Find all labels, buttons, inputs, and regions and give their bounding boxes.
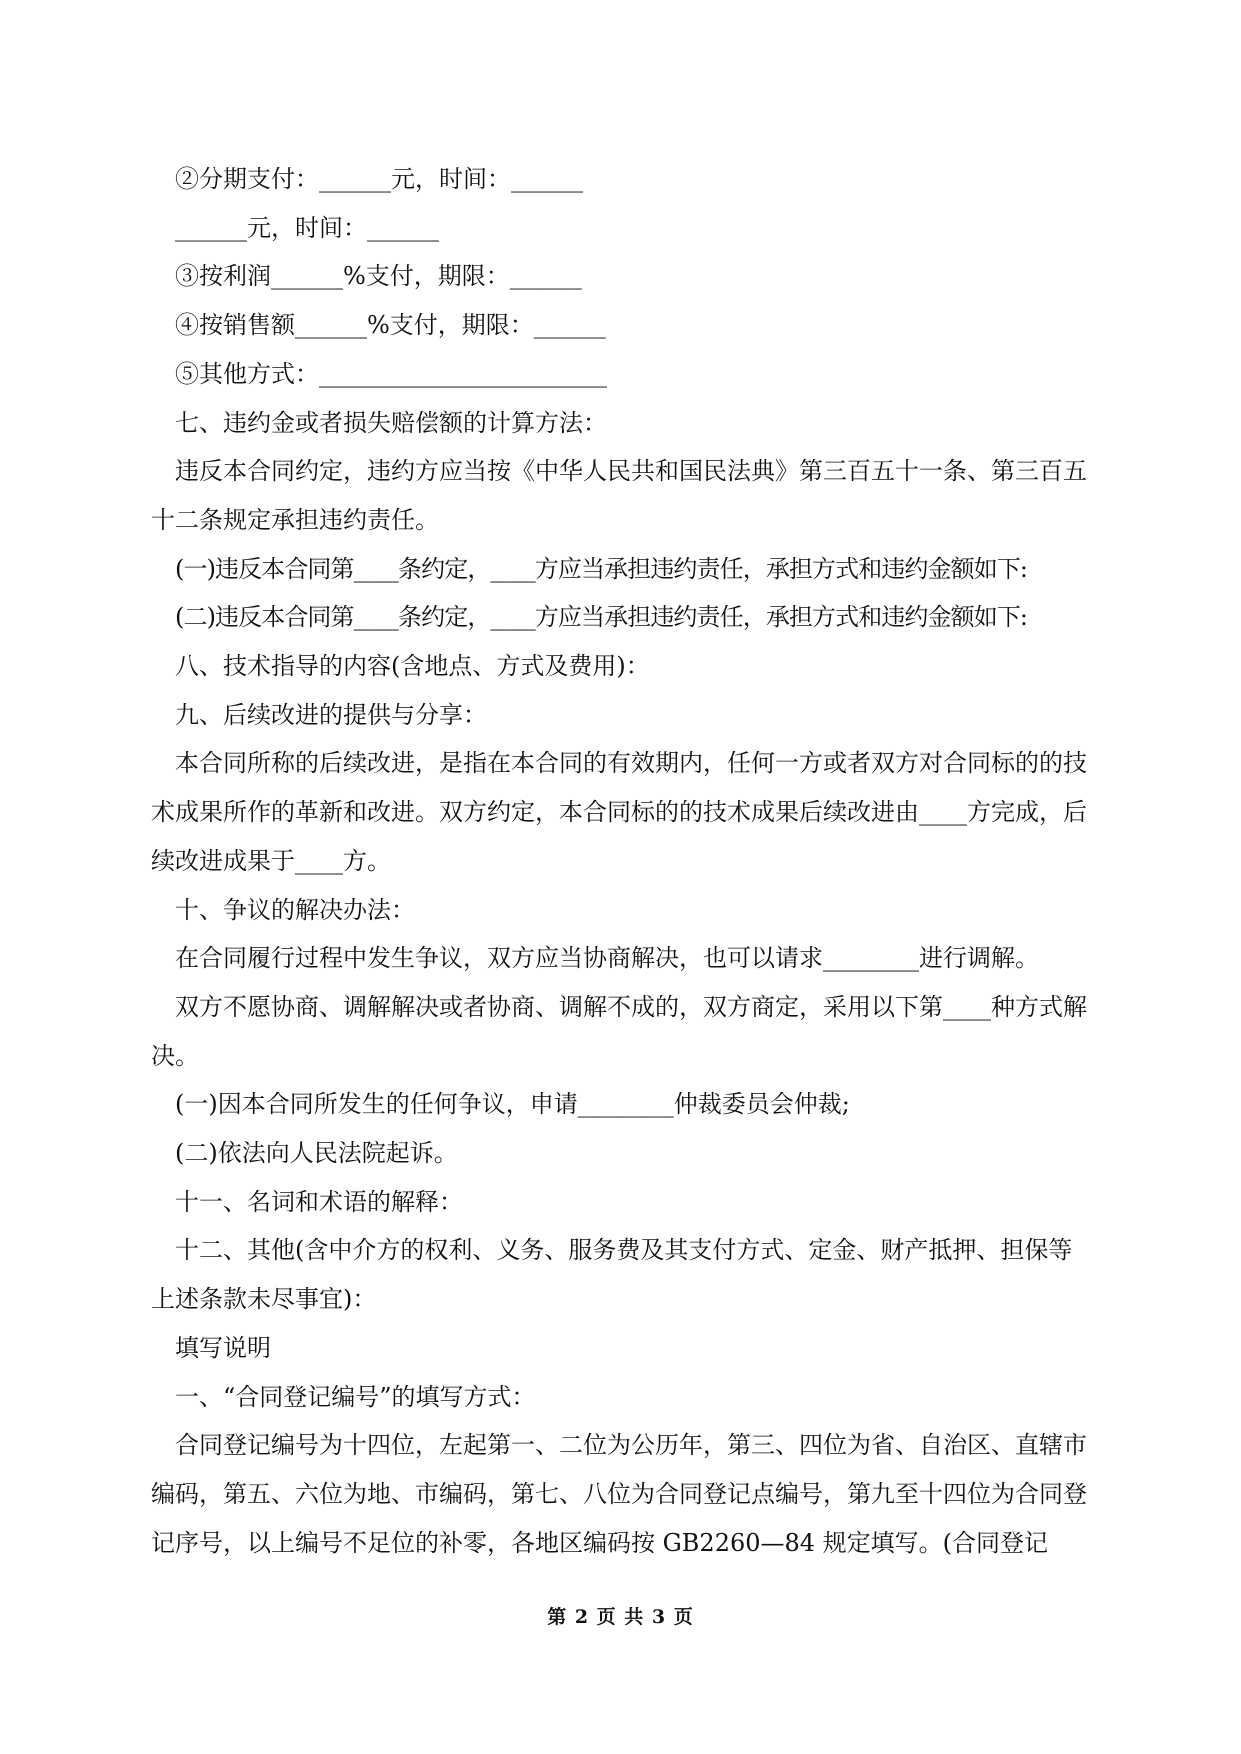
section-heading: 十一、名词和术语的解释： [175, 1187, 463, 1216]
paragraph: (二)违反本合同第____条约定，____方应当承担违约责任，承担方式和违约金额如下: [175, 603, 1028, 632]
paragraph: 合同登记编号为十四位，左起第一、二位为公历年，第三、四位为省、自治区、直辖市编码，第五、六位为地、市编码，第七、八位为合同登记点编号，第九至十四位为合同登记序号，以上编号不足位的补零，各地区编码按 GB2260—84 规定填写。(合同登记 [151, 1431, 1087, 1557]
section-heading: 一、“合同登记编号”的填写方式： [175, 1382, 536, 1411]
paragraph: 双方不愿协商、调解解决或者协商、调解不成的，双方商定，采用以下第____种方式解决。 [151, 992, 1087, 1070]
page-number-footer: 第 2 页 共 3 页 [547, 1606, 694, 1628]
paragraph: ②分期支付：______元，时间：______ [175, 165, 583, 193]
paragraph: ______元，时间：______ [175, 213, 439, 242]
paragraph: (一)因本合同所发生的任何争议，申请________仲裁委员会仲裁; [175, 1090, 850, 1119]
paragraph: (二)依法向人民法院起诉。 [175, 1139, 458, 1168]
section-heading: 七、违约金或者损失赔偿额的计算方法： [175, 408, 607, 437]
paragraph: ③按利润______%支付，期限：______ [175, 262, 582, 291]
section-heading: 八、技术指导的内容(含地点、方式及费用)： [175, 652, 650, 681]
section-heading: 九、后续改进的提供与分享： [175, 700, 487, 729]
section-heading: 十二、其他(含中介方的权利、义务、服务费及其支付方式、定金、财产抵押、担保等上述条款未尽事宜)： [151, 1236, 1073, 1314]
paragraph: 本合同所称的后续改进，是指在本合同的有效期内，任何一方或者双方对合同标的的技术成果所作的革新和改进。双方约定，本合同标的的技术成果后续改进由____方完成，后续改进成果于____方。 [151, 749, 1087, 875]
paragraph: (一)违反本合同第____条约定，____方应当承担违约责任，承担方式和违约金额如下: [175, 554, 1028, 583]
paragraph: 违反本合同约定，违约方应当按《中华人民共和国民法典》第三百五十一条、第三百五十二条规定承担违约责任。 [151, 457, 1087, 534]
paragraph: ⑤其他方式：________________________ [175, 359, 607, 388]
document-body [151, 155, 1091, 1567]
section-heading: 十、争议的解决办法： [175, 895, 415, 924]
section-heading: 填写说明 [175, 1333, 271, 1362]
paragraph: ④按销售额______%支付，期限：______ [175, 311, 606, 340]
paragraph: 在合同履行过程中发生争议，双方应当协商解决，也可以请求________进行调解。 [175, 944, 1039, 973]
